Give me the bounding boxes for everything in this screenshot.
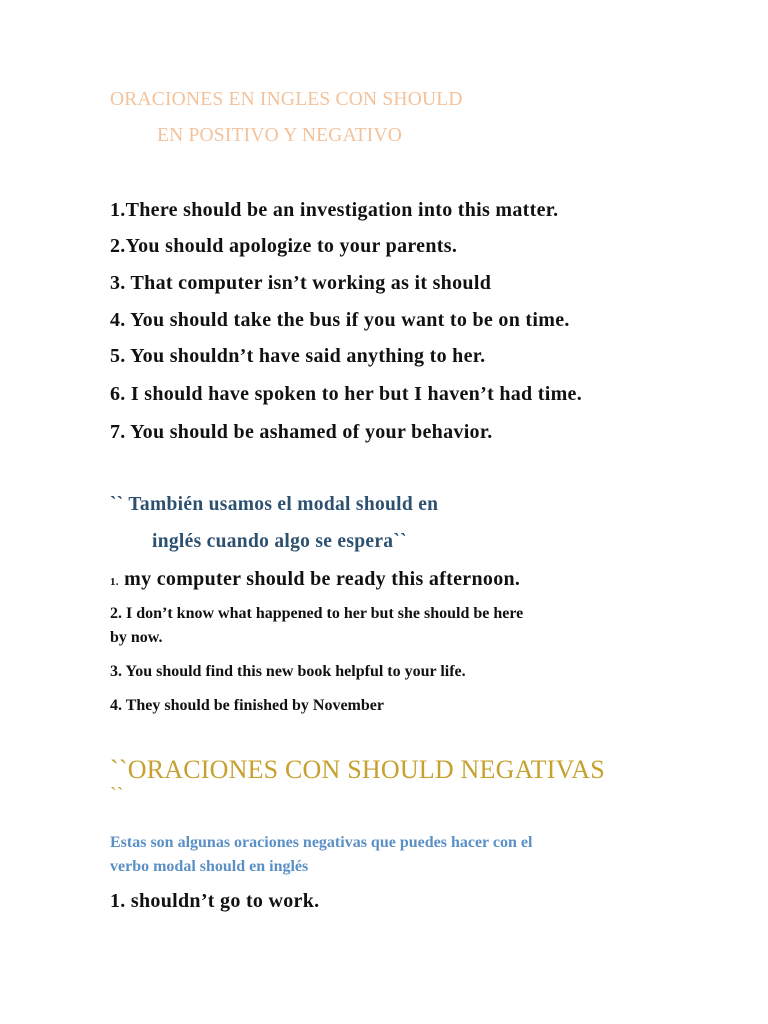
negative-heading-line-2: `` xyxy=(110,784,124,806)
expectation-item-2: 2. I don’t know what happened to her but she should be here xyxy=(110,605,524,622)
example-5: 5. You shouldn’t have said anything to her. xyxy=(110,345,486,367)
example-6: 6. I should have spoken to her but I haven’t had time. xyxy=(110,383,583,405)
example-1: 1.There should be an investigation into this matter. xyxy=(110,199,559,221)
negative-note-line-2: verbo modal should en inglés xyxy=(110,858,309,875)
example-2: 2.You should apologize to your parents. xyxy=(110,235,458,257)
expectation-item-1-text: my computer should be ready this afternoon. xyxy=(118,568,521,590)
title-line-1: ORACIONES EN INGLES CON SHOULD xyxy=(110,89,463,110)
expectation-item-3: 3. You should find this new book helpful to your life. xyxy=(110,663,466,680)
negative-heading-line-1: ``ORACIONES CON SHOULD NEGATIVAS xyxy=(110,755,605,784)
expectation-item-4: 4. They should be finished by November xyxy=(110,697,384,714)
expectation-heading-line-1: `` También usamos el modal should en xyxy=(110,494,439,515)
example-7: 7. You should be ashamed of your behavior. xyxy=(110,421,493,443)
example-3: 3. That computer isn’t working as it should xyxy=(110,272,492,294)
example-4: 4. You should take the bus if you want to be on time. xyxy=(110,309,570,331)
negative-example-1: 1. shouldn’t go to work. xyxy=(110,890,320,912)
expectation-item-1-number: 1. xyxy=(110,576,119,588)
expectation-item-1 xyxy=(110,568,520,591)
title-line-2: EN POSITIVO Y NEGATIVO xyxy=(157,125,403,146)
expectation-item-2-continuation: by now. xyxy=(110,629,163,646)
expectation-heading-line-2: inglés cuando algo se espera`` xyxy=(152,531,407,552)
negative-note-line-1: Estas son algunas oraciones negativas que puedes hacer con el xyxy=(110,834,533,851)
